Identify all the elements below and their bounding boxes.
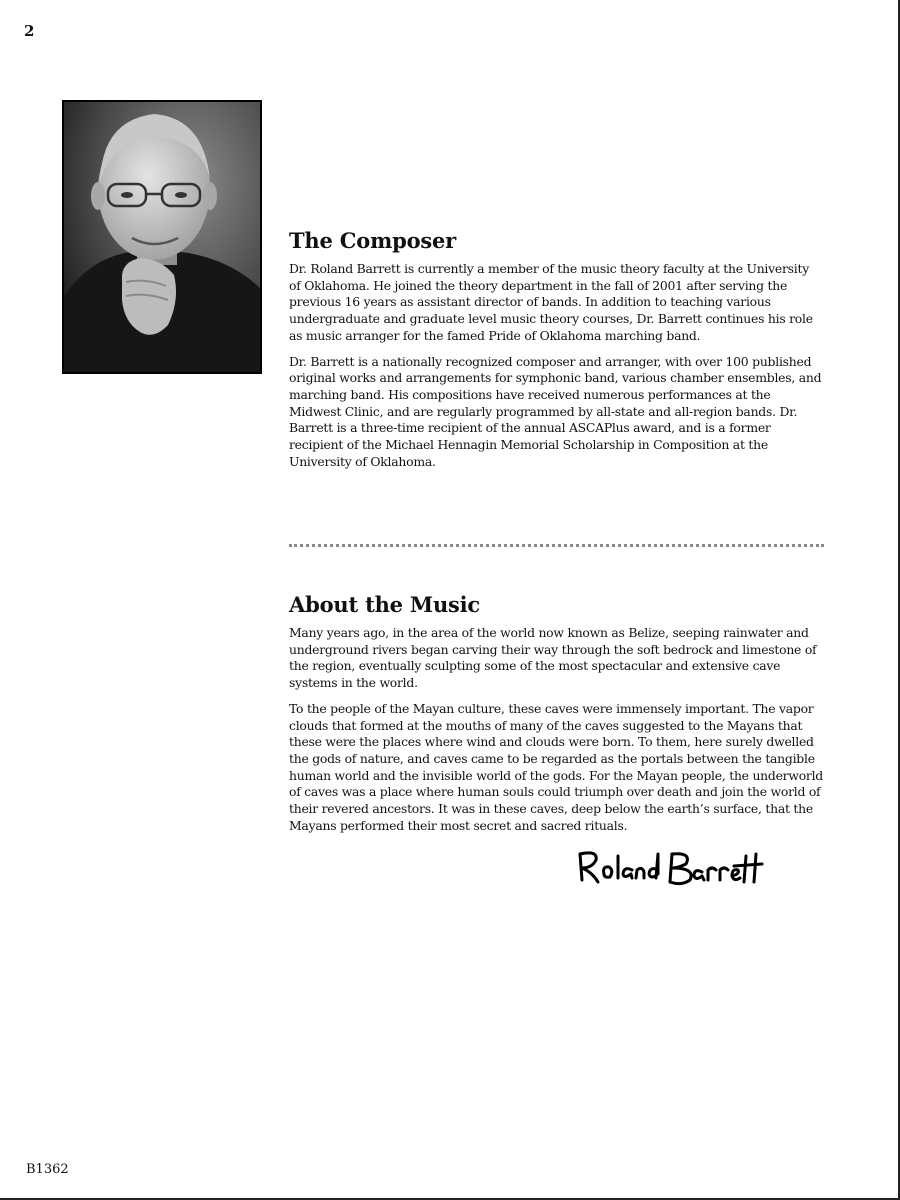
composer-paragraph-1: Dr. Roland Barrett is currently a member of the music theory faculty at the University of Oklahoma. He joined the theory department in the fall of 2001 after serving the previous 16 years as assistant director of bands. In addition to teaching various undergraduate and graduate level music theory courses, Dr. Barrett continues his role as music arranger for the famed Pride of Oklahoma marching band.	[289, 261, 813, 343]
about-section	[289, 592, 824, 843]
page-number: 2	[24, 22, 35, 40]
composer-paragraph-2: Dr. Barrett is a nationally recognized composer and arranger, with over 100 published original works and arrangements for symphonic band, various chamber ensembles, and marching band. His compositions have received numerous performances at the Midwest Clinic, and are regularly programmed by all-state and all-region bands. Dr. Barrett is a three-time recipient of the annual ASCAPlus award, and is a former recipient of the Michael Hennagin Memorial Scholarship in Composition at the University of Oklahoma.	[289, 353, 822, 469]
signature	[574, 844, 764, 896]
about-heading: About the Music	[289, 592, 481, 617]
about-paragraph-1: Many years ago, in the area of the world now known as Belize, seeping rainwater and underground rivers began carving their way through the soft bedrock and limestone of the region, eventually sculpting some of the most spectacular and extensive cave systems in the world.	[289, 625, 817, 691]
composer-heading: The Composer	[289, 228, 457, 253]
section-divider	[289, 544, 824, 547]
catalog-code: B1362	[26, 1162, 69, 1177]
composer-section	[289, 228, 824, 479]
composer-photo	[62, 100, 262, 374]
about-paragraph-2: To the people of the Mayan culture, these caves were immensely important. The vapor clouds that formed at the mouths of many of the caves suggested to the Mayans that these were the places where wind and clouds were born. To them, here surely dwelled the gods of nature, and caves came to be regarded as the portals between the tangible human world and the invisible world of the gods. For the Mayan people, the underworld of caves was a place where human souls could triumph over death and join the world of their revered ancestors. It was in these caves, deep below the earth’s surface, that the Mayans performed their most secret and sacred rituals.	[289, 700, 823, 833]
composer-portrait-icon	[62, 100, 262, 374]
